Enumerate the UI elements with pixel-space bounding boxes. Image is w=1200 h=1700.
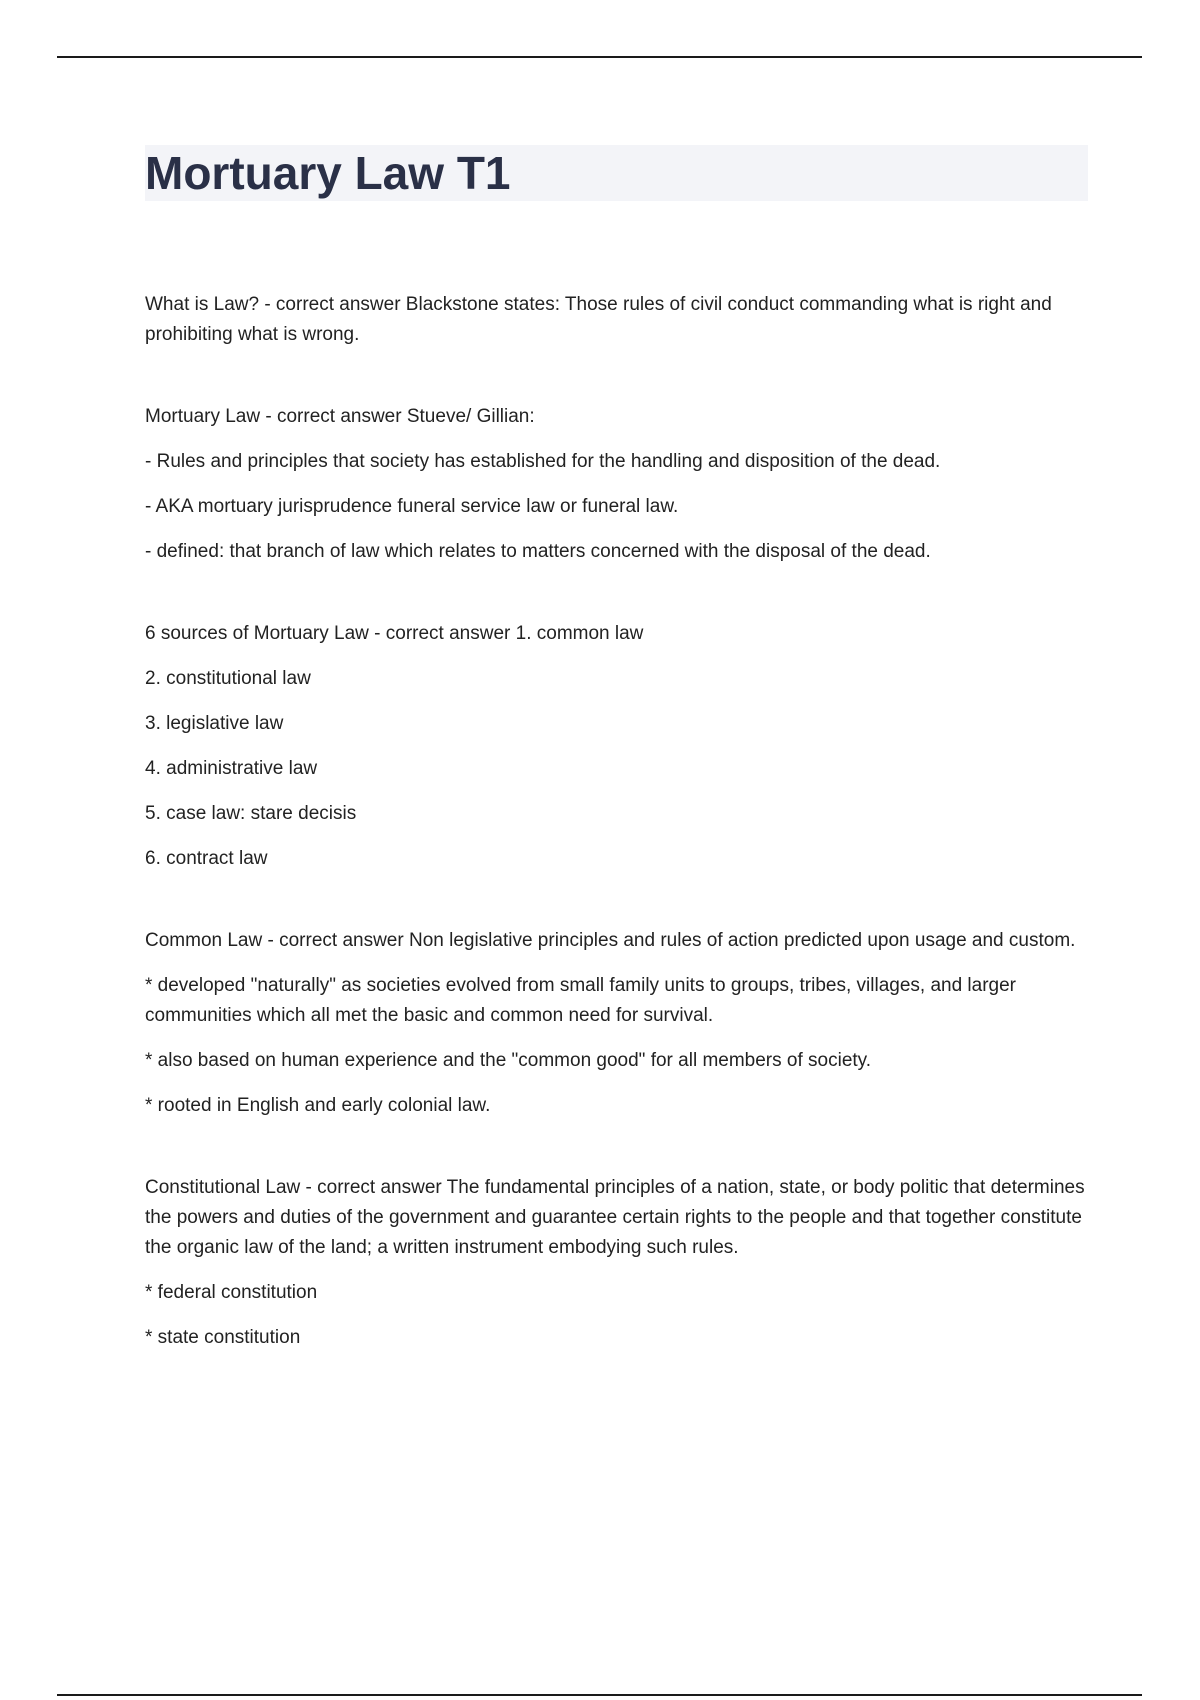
flashcard-line: What is Law? - correct answer Blackstone states: Those rules of civil conduct commanding what is right and prohibiting what is wrong. (145, 294, 1052, 345)
flashcard-line: 5. case law: stare decisis (145, 803, 357, 824)
flashcard-what-is-law (145, 290, 1090, 350)
flashcard-line: Common Law - correct answer Non legislative principles and rules of action predicted upon usage and custom. (145, 930, 1076, 951)
flashcard-line: 2. constitutional law (145, 668, 311, 689)
top-divider (57, 56, 1142, 58)
flashcard-line: - Rules and principles that society has established for the handling and disposition of the dead. (145, 451, 941, 472)
flashcard-line: * rooted in English and early colonial law. (145, 1095, 491, 1116)
flashcard-line: 3. legislative law (145, 713, 284, 734)
flashcard-line: 6 sources of Mortuary Law - correct answer 1. common law (145, 623, 644, 644)
flashcard-line: 6. contract law (145, 848, 268, 869)
flashcard-common-law (145, 926, 1090, 1121)
flashcard-line: * federal constitution (145, 1282, 318, 1303)
flashcard-line: 4. administrative law (145, 758, 318, 779)
page-title: Mortuary Law T1 (145, 147, 511, 199)
flashcard-line: Mortuary Law - correct answer Stueve/ Gillian: (145, 406, 535, 427)
bottom-divider (57, 1694, 1142, 1696)
flashcard-line: Constitutional Law - correct answer The fundamental principles of a nation, state, or body politic that determines the powers and duties of the government and guarantee certain rights to the people and that together constitute the organic law of the land; a written instrument embodying such rules. (145, 1177, 1085, 1258)
flashcard-line: - AKA mortuary jurisprudence funeral service law or funeral law. (145, 496, 679, 517)
flashcard-list (145, 290, 1090, 1405)
flashcard-line: * also based on human experience and the "common good" for all members of society. (145, 1050, 872, 1071)
flashcard-line: * state constitution (145, 1327, 301, 1348)
flashcard-constitutional-law (145, 1173, 1090, 1353)
flashcard-six-sources (145, 619, 1090, 874)
flashcard-line: * developed "naturally" as societies evolved from small family units to groups, tribes, villages, and larger communities which all met the basic and common need for survival. (145, 975, 1017, 1026)
flashcard-line: - defined: that branch of law which relates to matters concerned with the disposal of the dead. (145, 541, 931, 562)
flashcard-mortuary-law (145, 402, 1090, 567)
